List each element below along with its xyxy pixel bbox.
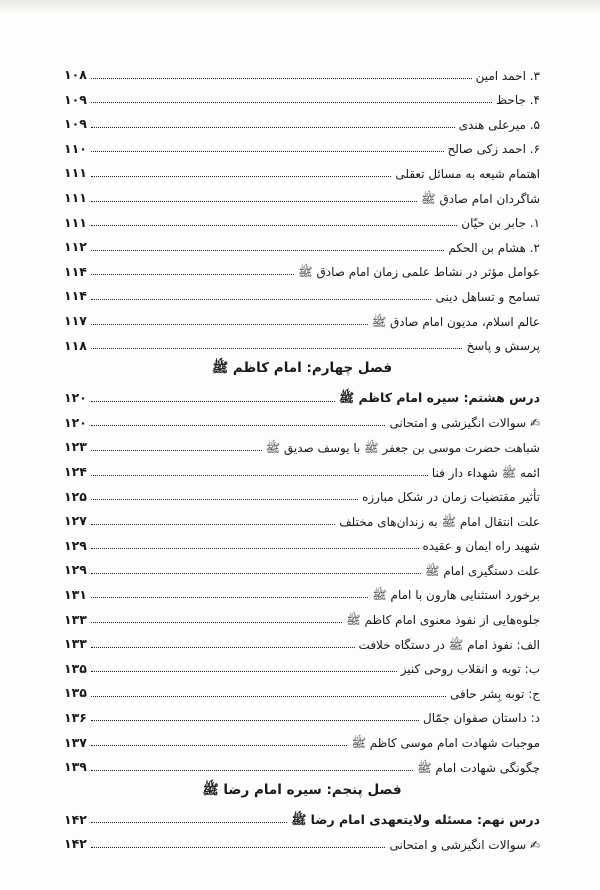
dot-leader (91, 770, 413, 771)
dot-leader (91, 696, 446, 697)
toc-entry-page-number: ۱۱۷ (64, 313, 87, 329)
toc-entry-title: ب: توبه و انقلاب روحی کنیز (400, 662, 540, 677)
toc-entry-title: الف: نفوذ امام ﷺ در دستگاه خلافت (358, 637, 540, 652)
chapter-heading (64, 777, 540, 805)
toc-entry-title: ج: توبه بِشر حافی (449, 686, 540, 701)
toc-entry-title: درس نهم: مسئله ولایتعهدی امام رضا ﷺ (291, 811, 540, 827)
toc-entry-page-number: ۱۲۴ (64, 464, 87, 479)
dot-leader (91, 127, 455, 128)
dot-leader (91, 745, 348, 746)
toc-entry-page-number: ۱۳۵ (64, 660, 87, 676)
toc-entry-title: ۴. جاحظ (496, 93, 540, 108)
dot-leader (91, 324, 368, 325)
toc-entry-title: چگونگی شهادت امام ﷺ (417, 760, 540, 775)
toc-entry (64, 457, 540, 482)
dot-leader (91, 201, 417, 202)
dot-leader (91, 225, 457, 226)
toc-entry-page-number: ۱۰۸ (64, 67, 87, 83)
dot-leader (91, 548, 419, 549)
toc-entry-title: پرسش و پاسخ (466, 339, 540, 354)
dot-leader (91, 250, 444, 251)
toc-entry (64, 752, 540, 777)
toc-entry-title: عوامل مؤثر در نشاط علمی زمان امام صادق ﷺ (298, 265, 540, 280)
toc-entry-page-number: ۱۲۰ (64, 390, 87, 406)
toc-entry-title: ۶. احمد زکی صالح (447, 142, 540, 157)
toc-entry (64, 654, 540, 679)
toc-entry-page-number: ۱۳۳ (64, 611, 87, 627)
toc-entry-page-number: ۱۳۳ (64, 636, 87, 652)
dot-leader (91, 524, 335, 525)
toc-entry (64, 727, 540, 752)
toc-entry-title: عالم اسلام، مدیون امام صادق ﷺ (371, 314, 540, 329)
dot-leader (91, 647, 355, 648)
toc-entry-page-number: ۱۲۳ (64, 439, 87, 455)
toc-entry-title: موجبات شهادت امام موسی کاظم ﷺ (351, 736, 540, 751)
toc-entry (64, 232, 540, 257)
toc-entry-page-number: ۱۱۲ (64, 239, 87, 255)
toc-entry-page-number: ۱۲۷ (64, 513, 87, 529)
toc-entry (64, 555, 540, 580)
toc-entry-page-number: ۱۳۶ (64, 709, 87, 725)
toc-entry-page-number: ۱۱۴ (64, 263, 87, 279)
toc-entry-page-number: ۱۲۹ (64, 562, 87, 578)
toc-entry-page-number: ۱۱۴ (64, 288, 87, 304)
toc-entry-title: علت دستگیری امام ﷺ (425, 563, 540, 578)
dot-leader (91, 299, 432, 300)
dot-leader (91, 499, 358, 500)
toc-entry (64, 331, 540, 356)
toc-entry (64, 109, 540, 134)
toc-entry-title: تأثیر مقتضیات زمان در شکل مبارزه (362, 490, 540, 505)
dot-leader (91, 622, 342, 623)
dot-leader (91, 425, 386, 426)
toc-entry-page-number: ۱۱۱ (64, 214, 87, 230)
toc-entry (64, 678, 540, 703)
dot-leader (91, 720, 419, 721)
toc-entry (64, 183, 540, 208)
toc-entry-page-number: ۱۱۸ (64, 337, 87, 353)
dot-leader (91, 401, 335, 402)
toc-entry-page-number: ۱۱۰ (64, 140, 87, 156)
toc-entry-page-number: ۱۰۹ (64, 91, 87, 107)
toc-entry-title: درس هشتم: سیره امام کاظم ﷺ (339, 390, 540, 406)
toc-entry-title: شاگردان امام صادق ﷺ (421, 191, 540, 206)
toc-entry-title: ✍ سوالات انگیزشی و امتحانی (389, 416, 540, 431)
toc-entry-page-number: ۱۳۵ (64, 685, 87, 701)
toc-entry (64, 580, 540, 605)
dot-leader (91, 671, 397, 672)
dot-leader (91, 847, 386, 848)
dot-leader (91, 348, 463, 349)
toc-entry-title: تسامح و تساهل دینی (435, 289, 540, 304)
toc-entry (64, 482, 540, 507)
dot-leader (91, 475, 428, 476)
toc-entry (64, 506, 540, 531)
toc-entry-page-number: ۱۰۹ (64, 116, 87, 132)
toc-entry-title: شهید راه ایمان و عقیده (422, 539, 540, 554)
toc-entry-title: د: داستان صفوان جمّال (423, 711, 540, 726)
toc-entry-page-number: ۱۴۲ (64, 811, 87, 827)
toc-entry (64, 408, 540, 433)
toc-entry-page-number: ۱۳۷ (64, 734, 87, 750)
toc-entry (64, 703, 540, 728)
toc-entry-title: ۱. جابر بن حیّان (461, 216, 540, 231)
toc-entry-title: ۲. هشام بن الحکم (448, 240, 540, 255)
toc-entry-title: علت انتقال امام ﷺ به زندان‌های مختلف (339, 514, 540, 529)
toc-entry-page-number: ۱۳۱ (64, 586, 87, 602)
toc-entry (64, 158, 540, 183)
toc-entry-title: برخورد استثنایی هارون با امام ﷺ (372, 588, 540, 603)
toc-entry (64, 306, 540, 331)
dot-leader (91, 597, 368, 598)
dot-leader (91, 822, 287, 823)
toc-entry-page-number: ۱۲۵ (64, 488, 87, 504)
toc-entry (64, 257, 540, 282)
toc-entry (64, 383, 540, 408)
toc-entry-title: ۳. احمد امین (475, 68, 540, 83)
toc-entry (64, 531, 540, 556)
toc-entry (64, 629, 540, 654)
toc-entry-page-number: ۱۳۹ (64, 759, 87, 775)
toc-entry-title: ✍ سوالات انگیزشی و امتحانی (389, 837, 540, 852)
toc-entry (64, 805, 540, 830)
chapter-heading-text: فصل پنجم: سیره امام رضا ﷺ (202, 781, 402, 798)
dot-leader (91, 151, 444, 152)
toc-entry-title: شباهت حضرت موسی بن جعفر ﷺ با یوسف صدیق ﷺ (265, 440, 540, 455)
toc-entry-page-number: ۱۱۱ (64, 190, 87, 206)
chapter-heading (64, 355, 540, 383)
toc-entry (64, 281, 540, 306)
toc-entry (64, 432, 540, 457)
table-of-contents (64, 60, 540, 854)
dot-leader (91, 102, 492, 103)
toc-entry-page-number: ۱۲۹ (64, 537, 87, 553)
toc-entry-title: اهتمام شیعه به مسائل تعقلی (395, 166, 540, 181)
toc-entry (64, 829, 540, 854)
toc-entry (64, 604, 540, 629)
toc-entry-title: ۵. میرعلی هندی (458, 117, 540, 132)
dot-leader (91, 450, 262, 451)
toc-entry-page-number: ۱۲۰ (64, 414, 87, 430)
dot-leader (91, 78, 472, 79)
toc-entry-title: جلوه‌هایی از نفوذ معنوی امام کاظم ﷺ (346, 613, 540, 628)
toc-entry-title: ائمه ﷺ شهداء دار فنا (431, 465, 540, 480)
toc-entry (64, 60, 540, 85)
dot-leader (91, 274, 294, 275)
dot-leader (91, 573, 421, 574)
toc-entry (64, 208, 540, 233)
page-edge-shadow (0, 0, 600, 14)
dot-leader (91, 176, 391, 177)
toc-entry-page-number: ۱۴۲ (64, 836, 87, 852)
chapter-heading-text: فصل چهارم: امام کاظم ﷺ (211, 360, 393, 377)
toc-entry (64, 85, 540, 110)
toc-entry-page-number: ۱۱۱ (64, 165, 87, 181)
toc-entry (64, 134, 540, 159)
